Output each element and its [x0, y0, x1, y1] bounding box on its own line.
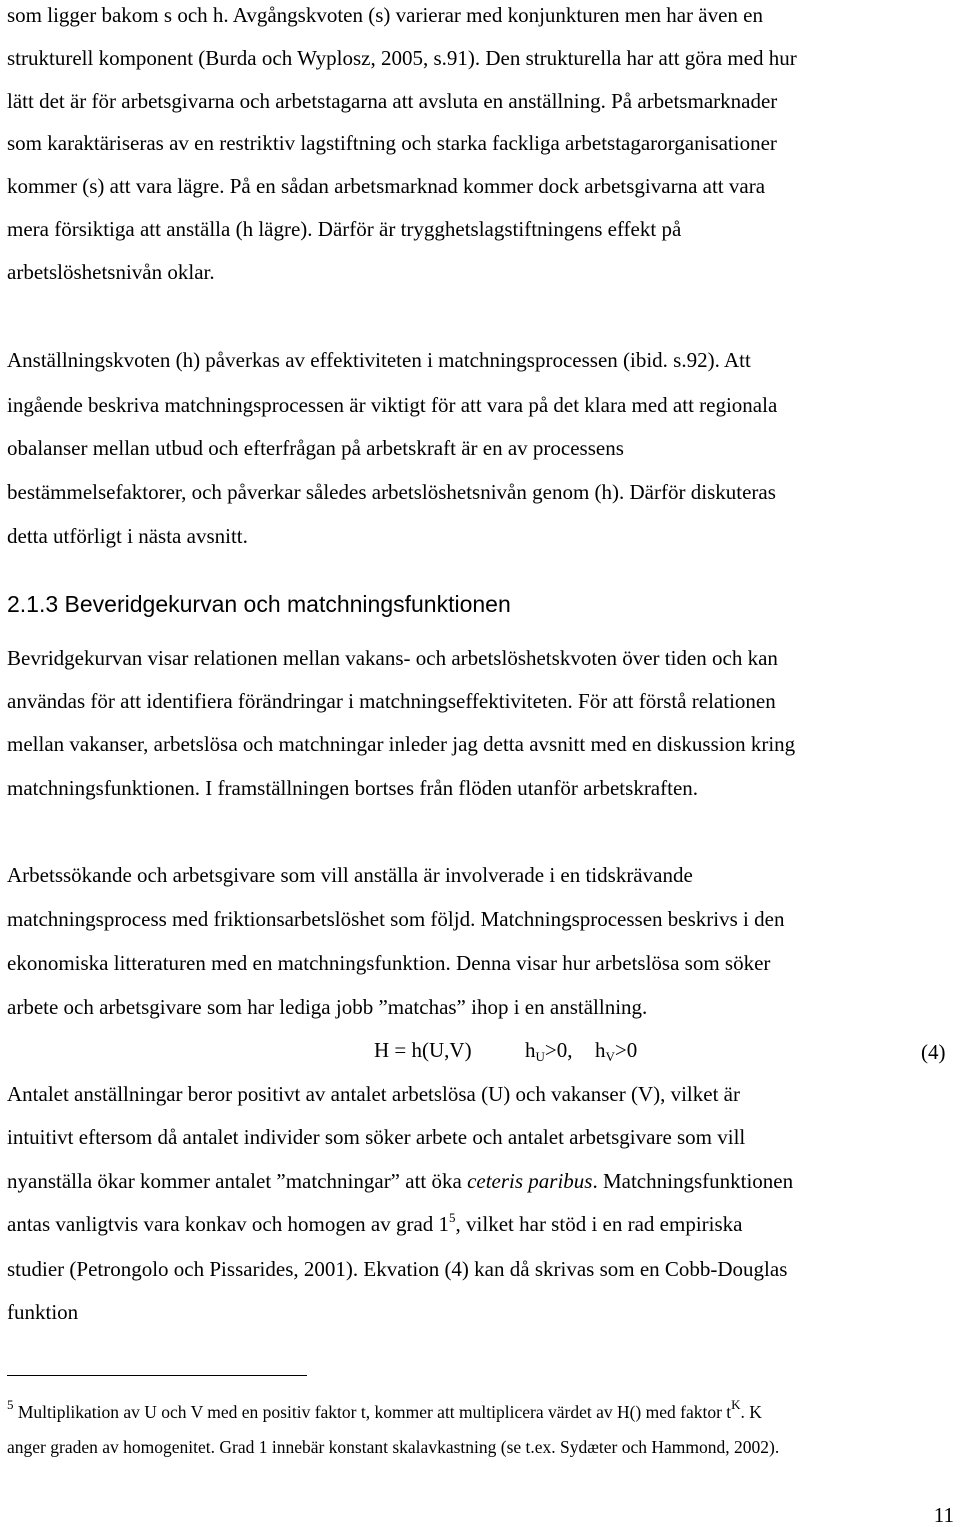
text-line: antas vanligtvis vara konkav och homogen av grad $1^5$, vilket har stöd i en rad empiriska	[7, 1210, 743, 1236]
equation-condition-u: $h_U>0$,	[525, 1038, 573, 1064]
text-line: matchningsfunktionen. I framställningen bortses från flöden utanför arbetskraften.	[7, 776, 699, 800]
text-line: arbetslöshetsnivån oklar.	[7, 260, 215, 284]
text-line: intuitivt eftersom då antalet individer som söker arbete och antalet arbetsgivare som vill	[7, 1125, 746, 1149]
text-line: matchningsprocess med friktionsarbetslöshet som följd. Matchningsprocessen beskrivs i den	[7, 907, 785, 931]
text-line: Anställningskvoten (h) påverkas av effektiviteten i matchningsprocessen (ibid. s.92). Att	[7, 348, 751, 372]
text-line: nyanställa ökar kommer antalet ”matchningar” att öka ceteris paribus. Matchningsfunktionen	[7, 1169, 794, 1193]
equation-number: (4)	[921, 1040, 946, 1064]
text-line: ingående beskriva matchningsprocessen är viktigt för att vara på det klara med att regionala	[7, 393, 778, 417]
text-line: ekonomiska litteraturen med en matchningsfunktion. Denna visar hur arbetslösa som söker	[7, 951, 771, 975]
text-line: studier (Petrongolo och Pissarides, 2001). Ekvation (4) kan då skrivas som en Cobb-Douglas	[7, 1257, 788, 1281]
text-line: detta utförligt i nästa avsnitt.	[7, 524, 248, 548]
text-line: användas för att identifiera förändringar i matchningseffektiviteten. För att förstå relationen	[7, 689, 776, 713]
text-line: arbete och arbetsgivare som har lediga jobb ”matchas” ihop i en anställning.	[7, 995, 648, 1019]
text-line: Bevridgekurvan visar relationen mellan vakans- och arbetslöshetskvoten över tiden och kan	[7, 646, 778, 670]
text-line: som ligger bakom s och h. Avgångskvoten (s) varierar med konjunkturen men har även en	[7, 3, 763, 27]
equation-condition-v: $h_V>0$	[595, 1038, 638, 1064]
footnote-divider	[7, 1375, 307, 1376]
text-line: Arbetssökande och arbetsgivare som vill anställa är involverade i en tidskrävande	[7, 863, 693, 887]
text-line: lätt det är för arbetsgivarna och arbetstagarna att avsluta en anställning. På arbetsmarknader	[7, 89, 778, 113]
text-line: som karaktäriseras av en restriktiv lagstiftning och starka fackliga arbetstagarorganisationer	[7, 131, 777, 155]
text-line: obalanser mellan utbud och efterfrågan på arbetskraft är en av processens	[7, 436, 624, 460]
footnote-marker: 5	[7, 1397, 14, 1412]
section-heading: 2.1.3 Beveridgekurvan och matchningsfunktionen	[7, 591, 511, 617]
footnote-line: $^5$ Multiplikation av U och V med en positiv faktor t, kommer att multiplicera värdet av H() med faktor $t^K$. K	[7, 1397, 762, 1422]
text-line: funktion	[7, 1300, 79, 1324]
page-number: 11	[933, 1503, 954, 1527]
footnote-ref: 5	[449, 1210, 456, 1225]
text-line: mellan vakanser, arbetslösa och matchningar inleder jag detta avsnitt med en diskussion kring	[7, 732, 796, 756]
equation-main: H = h(U,V)	[374, 1038, 472, 1062]
footnote-line: anger graden av homogenitet. Grad 1 innebär konstant skalavkastning (se t.ex. Sydæter och Hammond, 2002).	[7, 1437, 780, 1457]
text-line: Antalet anställningar beror positivt av antalet arbetslösa (U) och vakanser (V), vilket är	[7, 1082, 740, 1106]
text-line: mera försiktiga att anställa (h lägre). Därför är trygghetslagstiftningens effekt på	[7, 217, 682, 241]
emphasis-text: ceteris paribus	[467, 1169, 593, 1193]
text-line: kommer (s) att vara lägre. På en sådan arbetsmarknad kommer dock arbetsgivarna att vara	[7, 174, 766, 198]
text-line: strukturell komponent (Burda och Wyplosz, 2005, s.91). Den strukturella har att göra med hur	[7, 46, 797, 70]
text-line: bestämmelsefaktorer, och påverkar således arbetslöshetsnivån genom (h). Därför diskuteras	[7, 480, 776, 504]
